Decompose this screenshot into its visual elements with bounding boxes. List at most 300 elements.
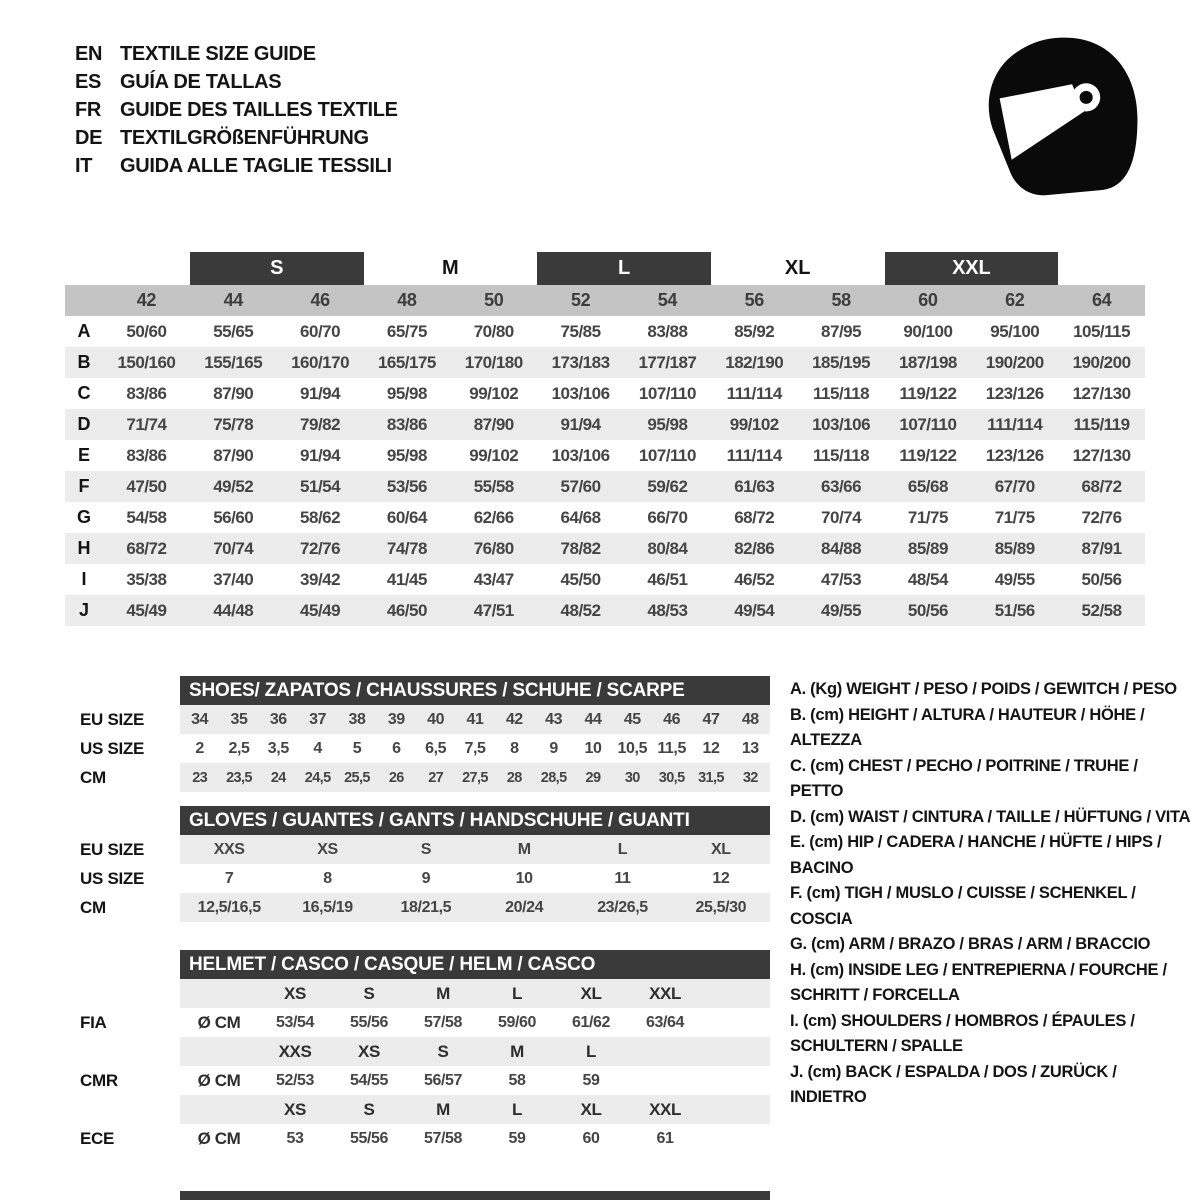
row-cells [180, 1037, 770, 1066]
row-cells [180, 979, 770, 1008]
size-band-label: XL [784, 257, 811, 279]
size-cell: 11,5 [657, 739, 686, 757]
size-cell: 9 [549, 739, 558, 757]
helmet-size-value: 59 [508, 1129, 526, 1147]
size-value-cell: 107/110 [899, 414, 957, 434]
diameter-unit-cell: Ø CM [197, 1128, 241, 1148]
table-row [65, 864, 770, 893]
size-value-cell: 72/76 [300, 538, 341, 558]
size-value-cell: 50/60 [126, 321, 167, 341]
size-value-cell: 45/50 [560, 569, 601, 589]
measurement-row [65, 595, 1145, 626]
helmet-size-value: 59 [582, 1071, 600, 1089]
legend-item: C. (cm) CHEST / PECHO / POITRINE / TRUHE / PETTO [790, 756, 1138, 800]
size-value-cell: 185/195 [812, 352, 871, 372]
language-row [75, 68, 398, 96]
size-cell: 12 [702, 739, 720, 757]
size-value-cell: 91/94 [300, 445, 341, 465]
size-value-cell: 45/49 [300, 600, 341, 620]
language-title: TEXTILGRÖßENFÜHRUNG [120, 126, 369, 149]
row-cells [180, 705, 770, 734]
size-band-row [65, 252, 1145, 285]
table-row [65, 705, 770, 734]
numeric-size-header: 60 [918, 290, 938, 310]
size-value-cell: 165/175 [377, 352, 436, 372]
size-cell: 8 [510, 739, 519, 757]
language-title: GUIDE DES TAILLES TEXTILE [120, 98, 398, 121]
diameter-unit-cell: Ø CM [197, 1012, 241, 1032]
helmet-size-header: XS [284, 983, 306, 1003]
language-row [75, 96, 398, 124]
row-cells [180, 893, 770, 922]
size-value-cell: 87/90 [473, 414, 514, 434]
language-row [75, 40, 398, 68]
diameter-unit-cell [180, 979, 258, 1008]
size-value-cell: 119/122 [899, 383, 957, 403]
helmet-size-header: L [512, 983, 522, 1003]
size-cell: 23 [192, 769, 208, 786]
numeric-size-header: 50 [484, 290, 504, 310]
row-letter: H [77, 538, 91, 558]
helmet-size-value: 60 [582, 1129, 600, 1147]
size-value-cell: 123/126 [985, 445, 1044, 465]
helmet-size-value: 63/64 [645, 1013, 685, 1031]
size-value-cell: 85/89 [994, 538, 1035, 558]
row-letter: C [77, 383, 91, 403]
size-value-cell: 75/78 [213, 414, 254, 434]
size-value-cell: 85/92 [734, 321, 775, 341]
size-cell: 27,5 [462, 769, 488, 786]
helmet-size-header: XS [284, 1099, 306, 1119]
size-value-cell: 49/52 [213, 476, 254, 496]
size-cell: 32 [742, 769, 758, 786]
legend-item: A. (Kg) WEIGHT / PESO / POIDS / GEWITCH / PESO [790, 680, 1177, 698]
size-cell: 25,5 [344, 769, 370, 786]
language-title: GUIDA ALLE TAGLIE TESSILI [120, 154, 392, 177]
diameter-unit-cell [180, 1037, 258, 1066]
size-band-label: S [190, 252, 364, 285]
size-value-cell: 170/180 [464, 352, 523, 372]
measurement-row [65, 533, 1145, 564]
numeric-size-header: 52 [570, 290, 591, 310]
helmet-size-header: M [436, 1099, 450, 1119]
size-value-cell: 51/56 [994, 600, 1035, 620]
size-cell: 4 [313, 739, 322, 757]
size-cell: 27 [428, 769, 444, 786]
numeric-size-header: 62 [1005, 290, 1025, 310]
size-value-cell: 83/86 [126, 383, 167, 403]
language-row [75, 124, 398, 152]
legend-item: I. (cm) SHOULDERS / HOMBROS / ÉPAULES / SCHULTERN / SPALLE [790, 1011, 1135, 1055]
size-value-cell: 45/49 [126, 600, 167, 620]
size-value-cell: 84/88 [821, 538, 862, 558]
numeric-size-header: 56 [744, 290, 764, 310]
size-cell: 8 [323, 869, 332, 887]
size-value-cell: 187/198 [898, 352, 957, 372]
size-cell: 6 [392, 739, 401, 757]
size-value-cell: 123/126 [985, 383, 1044, 403]
helmet-size-header [628, 1037, 702, 1066]
row-label [65, 979, 180, 1008]
size-cell: 39 [387, 710, 405, 728]
numeric-size-header: 44 [223, 290, 243, 310]
size-cell: 45 [623, 710, 641, 728]
size-cell: 28,5 [540, 769, 567, 786]
row-label [65, 1095, 180, 1124]
size-band-label: XXL [885, 252, 1059, 285]
size-value-cell: 66/70 [647, 507, 688, 527]
size-value-cell: 60/70 [300, 321, 341, 341]
racing-helmet-icon [975, 34, 1147, 200]
size-value-cell: 56/60 [213, 507, 254, 527]
helmet-size-value: 58 [508, 1071, 526, 1089]
size-cell: 12,5/16,5 [197, 898, 261, 916]
helmet-value-row [65, 1066, 770, 1095]
size-cell: 38 [348, 710, 366, 728]
row-letter: G [76, 507, 91, 527]
helmet-size-value [628, 1066, 702, 1095]
numeric-size-row [65, 285, 1145, 316]
size-value-cell: 70/74 [213, 538, 254, 558]
size-value-cell: 49/55 [994, 569, 1035, 589]
language-title-list [75, 40, 398, 180]
size-cell: 30 [624, 769, 640, 786]
helmet-size-header: XS [358, 1041, 380, 1061]
diameter-unit-cell: Ø CM [197, 1070, 241, 1090]
row-cells [180, 763, 770, 792]
size-value-cell: 46/51 [647, 569, 688, 589]
size-cell: 7 [224, 869, 234, 887]
measurement-legend [790, 677, 1192, 1111]
size-value-cell: 115/118 [813, 383, 870, 403]
size-cell: 31,5 [698, 769, 724, 786]
size-value-cell: 76/80 [473, 538, 514, 558]
size-value-cell: 39/42 [300, 569, 341, 589]
size-cell: 35 [230, 710, 248, 728]
size-value-cell: 50/56 [1081, 569, 1122, 589]
size-value-cell: 85/89 [907, 538, 948, 558]
size-cell: 23,5 [226, 769, 252, 786]
helmet-size-value: 56/57 [423, 1071, 463, 1089]
size-value-cell: 160/170 [291, 352, 350, 372]
certification-label: ECE [80, 1128, 115, 1148]
size-value-cell: 47/50 [126, 476, 167, 496]
helmet-size-header: XL [580, 983, 602, 1003]
size-value-cell: 48/53 [647, 600, 688, 620]
legend-item: D. (cm) WAIST / CINTURA / TAILLE / HÜFTUNG / VITA [790, 807, 1191, 826]
size-value-cell: 55/65 [213, 321, 254, 341]
size-cell: 24,5 [304, 769, 331, 786]
size-value-cell: 127/130 [1072, 445, 1131, 465]
size-cell: 42 [505, 710, 523, 728]
size-value-cell: 83/88 [647, 321, 688, 341]
table-row [65, 763, 770, 792]
size-value-cell: 103/106 [812, 414, 871, 434]
size-cell: 30,5 [658, 769, 685, 786]
size-cell: 6,5 [425, 739, 447, 757]
numeric-size-header: 46 [310, 290, 330, 310]
size-value-cell: 115/119 [1073, 414, 1130, 434]
size-value-cell: 44/48 [213, 600, 254, 620]
row-label: EU SIZE [80, 839, 145, 859]
size-cell: 43 [545, 710, 563, 728]
helmet-size-header: M [436, 983, 450, 1003]
size-value-cell: 91/94 [300, 383, 341, 403]
row-cells [180, 1008, 770, 1037]
size-cell: 24 [270, 769, 286, 786]
row-label: CM [80, 897, 106, 917]
size-value-cell: 111/114 [726, 445, 782, 465]
size-value-cell: 70/74 [821, 507, 862, 527]
size-cell: 23/26,5 [597, 898, 648, 916]
size-cell: 34 [191, 710, 209, 728]
size-value-cell: 50/56 [907, 600, 948, 620]
size-band-label: M [441, 257, 459, 279]
size-value-cell: 62/66 [473, 507, 514, 527]
size-cell: 29 [585, 769, 601, 786]
size-value-cell: 46/52 [734, 569, 775, 589]
size-value-cell: 59/62 [647, 476, 688, 496]
helmet-size-header: L [586, 1041, 596, 1061]
size-value-cell: 95/98 [386, 445, 427, 465]
row-cells [180, 734, 770, 763]
size-value-cell: 46/50 [386, 600, 427, 620]
helmet-size-header: XL [580, 1099, 602, 1119]
gloves-size-table [65, 806, 770, 922]
helmet-size-value: 52/53 [275, 1071, 315, 1089]
table-title: GLOVES / GUANTES / GANTS / HANDSCHUHE / GUANTI [180, 806, 770, 835]
helmet-size-value: 55/56 [349, 1013, 389, 1031]
measurement-row [65, 471, 1145, 502]
language-code: EN [75, 42, 103, 65]
helmet-size-value: 53 [286, 1129, 304, 1147]
size-cell: 10,5 [617, 739, 648, 757]
size-cell: S [420, 840, 431, 858]
size-value-cell: 99/102 [729, 414, 779, 434]
size-value-cell: 78/82 [560, 538, 601, 558]
language-title: TEXTILE SIZE GUIDE [120, 42, 316, 65]
helmet-size-value: 57/58 [423, 1129, 463, 1147]
row-letter: I [81, 569, 87, 589]
size-cell: 13 [741, 739, 759, 757]
numeric-size-header: 64 [1091, 290, 1112, 310]
legend-item: E. (cm) HIP / CADERA / HANCHE / HÜFTE / HIPS / BACINO [790, 833, 1162, 877]
row-cells [180, 1095, 770, 1124]
row-letter: A [77, 321, 91, 341]
size-value-cell: 119/122 [899, 445, 957, 465]
size-cell: 47 [702, 710, 720, 728]
row-letter: D [77, 414, 91, 434]
measurement-row [65, 409, 1145, 440]
size-value-cell: 53/56 [386, 476, 427, 496]
size-value-cell: 82/86 [734, 538, 775, 558]
table-row [65, 893, 770, 922]
helmet-value-row [65, 1008, 770, 1037]
size-value-cell: 90/100 [903, 321, 953, 341]
helmet-size-value: 61/62 [571, 1013, 611, 1031]
size-cell: 48 [741, 710, 759, 728]
size-value-cell: 65/68 [907, 476, 948, 496]
size-value-cell: 87/91 [1081, 538, 1122, 558]
size-cell: XXS [213, 840, 245, 858]
size-cell: 25,5/30 [695, 898, 747, 916]
size-cell: 3,5 [267, 739, 289, 757]
size-value-cell: 111/114 [726, 383, 782, 403]
size-cell: 9 [421, 869, 431, 887]
size-cell: 11 [614, 869, 631, 887]
size-value-cell: 99/102 [469, 445, 519, 465]
size-cell: 36 [269, 710, 287, 728]
shoes-size-table [65, 676, 770, 792]
helmet-size-header: XXL [649, 1099, 681, 1119]
row-cells [180, 864, 770, 893]
size-value-cell: 155/165 [204, 352, 263, 372]
size-value-cell: 43/47 [473, 569, 514, 589]
size-value-cell: 48/52 [560, 600, 601, 620]
language-code: ES [75, 70, 102, 93]
size-cell: 16,5/19 [302, 898, 353, 916]
size-value-cell: 105/115 [1073, 321, 1131, 341]
measurement-row [65, 440, 1145, 471]
size-value-cell: 64/68 [560, 507, 601, 527]
size-cell: 10 [515, 869, 533, 887]
size-cell: M [517, 840, 531, 858]
helmet-size-value: 57/58 [423, 1013, 463, 1031]
size-value-cell: 173/183 [551, 352, 610, 372]
size-value-cell: 49/54 [734, 600, 775, 620]
size-cell: 5 [352, 739, 362, 757]
legend-item: J. (cm) BACK / ESPALDA / DOS / ZURÜCK / INDIETRO [790, 1062, 1117, 1106]
row-label: EU SIZE [80, 709, 145, 729]
size-value-cell: 150/160 [117, 352, 176, 372]
size-value-cell: 87/90 [213, 383, 254, 403]
helmet-size-table [65, 950, 770, 1153]
size-value-cell: 95/100 [990, 321, 1040, 341]
size-value-cell: 55/58 [473, 476, 514, 496]
size-value-cell: 48/54 [907, 569, 948, 589]
size-value-cell: 177/187 [638, 352, 697, 372]
helmet-size-header: S [363, 1099, 375, 1119]
size-cell: 7,5 [464, 739, 486, 757]
row-label: CM [80, 767, 106, 787]
numeric-size-header: 58 [831, 290, 851, 310]
helmet-size-header: L [512, 1099, 522, 1119]
diameter-unit-cell [180, 1095, 258, 1124]
size-value-cell: 47/51 [473, 600, 514, 620]
size-value-cell: 115/118 [813, 445, 870, 465]
legend-item: G. (cm) ARM / BRAZO / BRAS / ARM / BRACCIO [790, 935, 1151, 953]
language-code: DE [75, 126, 103, 149]
size-cell: XS [317, 840, 338, 858]
size-value-cell: 52/58 [1081, 600, 1122, 620]
size-value-cell: 95/98 [386, 383, 427, 403]
language-code: IT [75, 154, 93, 177]
size-value-cell: 91/94 [560, 414, 601, 434]
row-cells [180, 1066, 770, 1095]
legend-item: B. (cm) HEIGHT / ALTURA / HAUTEUR / HÖHE / ALTEZZA [790, 705, 1145, 749]
size-value-cell: 80/84 [647, 538, 688, 558]
numeric-size-header: 54 [657, 290, 678, 310]
size-value-cell: 72/76 [1081, 507, 1122, 527]
textile-size-table [65, 252, 1145, 626]
size-value-cell: 68/72 [1081, 476, 1122, 496]
size-value-cell: 107/110 [638, 383, 696, 403]
legend-item: H. (cm) INSIDE LEG / ENTREPIERNA / FOURCHE / SCHRITT / FORCELLA [790, 960, 1167, 1004]
size-value-cell: 71/75 [994, 507, 1035, 527]
row-cells [180, 1124, 770, 1153]
numeric-size-header: 42 [136, 290, 157, 310]
helmet-size-header-row [65, 1095, 770, 1124]
size-value-cell: 74/78 [386, 538, 427, 558]
size-cell: 12 [712, 869, 730, 887]
measurement-rows [65, 316, 1145, 626]
size-value-cell: 58/62 [300, 507, 341, 527]
size-value-cell: 103/106 [551, 445, 610, 465]
numeric-size-header: 48 [397, 290, 417, 310]
measurement-row [65, 502, 1145, 533]
helmet-size-value: 53/54 [275, 1013, 315, 1031]
row-letter: E [77, 445, 90, 465]
size-cell: 18/21,5 [400, 898, 452, 916]
size-value-cell: 68/72 [126, 538, 167, 558]
size-value-cell: 111/114 [987, 414, 1043, 434]
size-value-cell: 35/38 [126, 569, 167, 589]
table-row [65, 835, 770, 864]
table-title: SHOES/ ZAPATOS / CHAUSSURES / SCHUHE / SCARPE [180, 676, 770, 705]
size-value-cell: 83/86 [386, 414, 427, 434]
helmet-size-header: S [363, 983, 375, 1003]
size-cell: 10 [584, 739, 602, 757]
size-cell: 41 [466, 710, 484, 728]
row-label: US SIZE [80, 738, 145, 758]
size-cell: L [617, 840, 628, 858]
row-label: US SIZE [80, 868, 145, 888]
size-value-cell: 71/75 [907, 507, 948, 527]
helmet-size-header-row [65, 1037, 770, 1066]
measurement-row [65, 378, 1145, 409]
size-value-cell: 182/190 [725, 352, 784, 372]
size-cell: 2 [195, 739, 204, 757]
size-cell: 20/24 [505, 898, 544, 916]
size-value-cell: 190/200 [1072, 352, 1131, 372]
helmet-size-header: M [510, 1041, 524, 1061]
measurement-row [65, 564, 1145, 595]
size-value-cell: 49/55 [821, 600, 862, 620]
table-title: HELMET / CASCO / CASQUE / HELM / CASCO [180, 950, 770, 979]
size-value-cell: 67/70 [994, 476, 1035, 496]
size-cell: XL [711, 840, 731, 858]
cropped-section-bar [180, 1191, 770, 1200]
size-value-cell: 63/66 [821, 476, 862, 496]
measurement-row [65, 347, 1145, 378]
size-value-cell: 60/64 [386, 507, 427, 527]
size-value-cell: 190/200 [985, 352, 1044, 372]
size-value-cell: 95/98 [647, 414, 688, 434]
size-value-cell: 103/106 [551, 383, 610, 403]
helmet-value-row [65, 1124, 770, 1153]
size-cell: 46 [663, 710, 681, 728]
row-label [65, 1037, 180, 1066]
size-cell: 40 [427, 710, 445, 728]
size-value-cell: 51/54 [300, 476, 341, 496]
size-value-cell: 127/130 [1072, 383, 1131, 403]
size-value-cell: 70/80 [473, 321, 514, 341]
helmet-size-header-row [65, 979, 770, 1008]
measurement-row [65, 316, 1145, 347]
helmet-size-value: 61 [656, 1129, 674, 1147]
size-value-cell: 79/82 [300, 414, 341, 434]
size-band-label: L [537, 252, 711, 285]
